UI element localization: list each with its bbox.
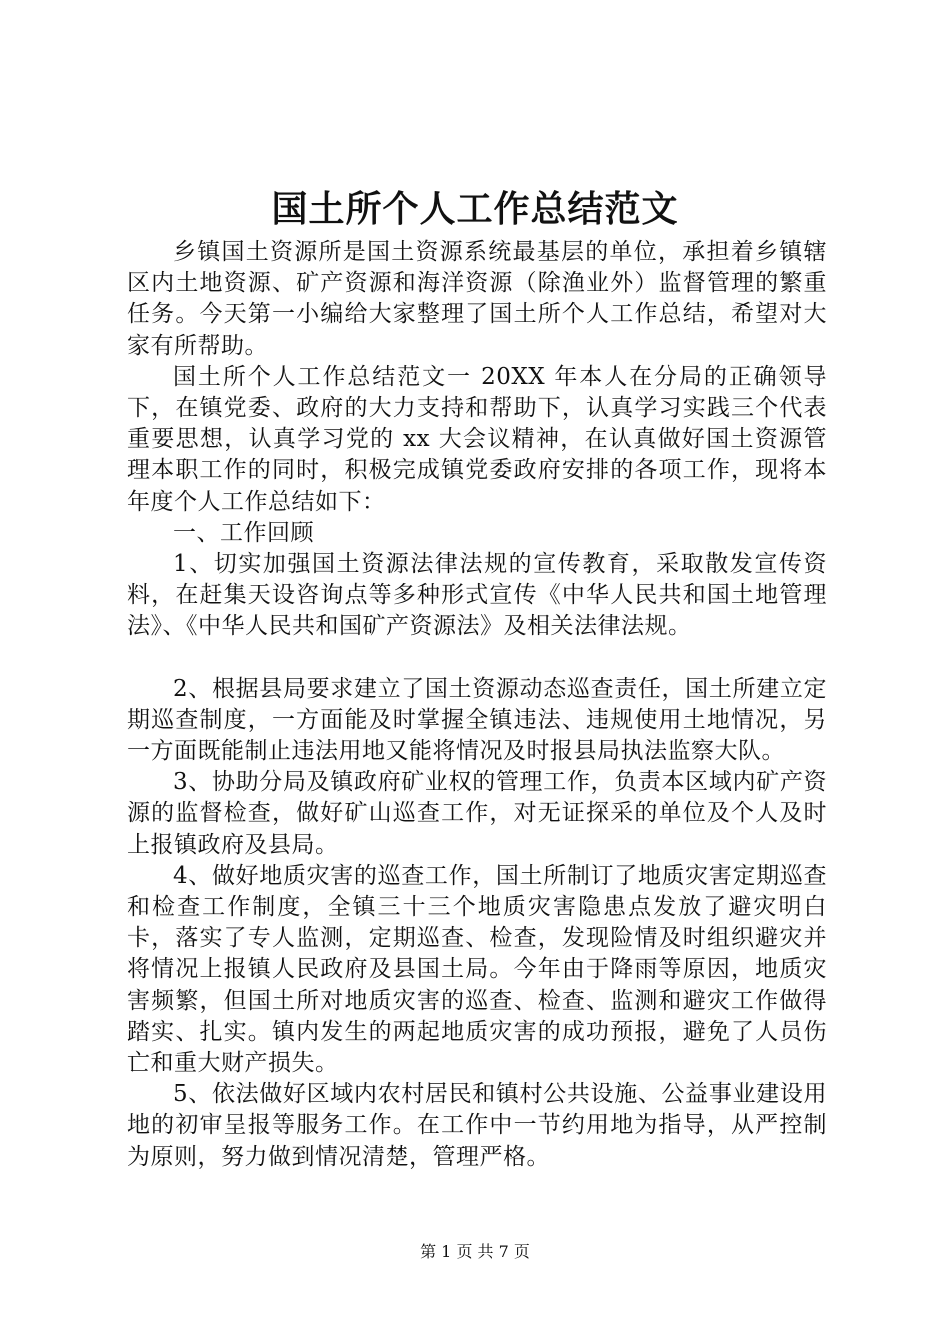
document-title: 国土所个人工作总结范文 [271,188,679,230]
paragraph-intro: 乡镇国土资源所是国土资源系统最基层的单位，承担着乡镇辖区内土地资源、矿产资源和海洋资源（除渔业外）监督管理的繁重任务。今天第一小编给大家整理了国土所个人工作总结，希望对大家有所帮助。 [127,239,827,359]
paragraph-item-5: 5、依法做好区域内农村居民和镇村公共设施、公益事业建设用地的初审呈报等服务工作。在工作中一节约用地为指导，从严控制为原则，努力做到情况清楚，管理严格。 [127,1081,827,1170]
paragraph-item-3: 3、协助分局及镇政府矿业权的管理工作，负责本区域内矿产资源的监督检查，做好矿山巡查工作，对无证探采的单位及个人及时上报镇政府及县局。 [127,769,827,858]
paragraph-item-4: 4、做好地质灾害的巡查工作，国土所制订了地质灾害定期巡查和检查工作制度，全镇三十三个地质灾害隐患点发放了避灾明白卡，落实了专人监测，定期巡查、检查，发现险情及时组织避灾并将情况上报镇人民政府及县国土局。今年由于降雨等原因，地质灾害频繁，但国土所对地质灾害的巡查、检查、监测和避灾工作做得踏实、扎实。镇内发生的两起地质灾害的成功预报，避免了人员伤亡和重大财产损失。 [127,862,827,1077]
paragraph-item-2: 2、根据县局要求建立了国土资源动态巡查责任，国土所建立定期巡查制度，一方面能及时掌握全镇违法、违规使用土地情况，另一方面既能制止违法用地又能将情况及时报县局执法监察大队。 [127,675,827,765]
page-number-footer: 第 1 页 共 7 页 [420,1242,530,1261]
paragraph-item-1: 1、切实加强国土资源法律法规的宣传教育，采取散发宣传资料，在赶集天设咨询点等多种形式宣传《中华人民共和国土地管理法》、《中华人民共和国矿产资源法》及相关法律法规。 [127,551,827,640]
section-heading-work-review: 一、工作回顾 [173,519,314,546]
paragraph-summary-opening: 国土所个人工作总结范文一 20XX 年本人在分局的正确领导下，在镇党委、政府的大力支持和帮助下，认真学习实践三个代表重要思想，认真学习党的 xx 大会议精神，在认真做好国土资源管理本职工作的同时，积极完成镇党委政府安排的各项工作，现将本年度个人工作总结如下： [127,363,827,515]
document-body [127,237,827,1173]
